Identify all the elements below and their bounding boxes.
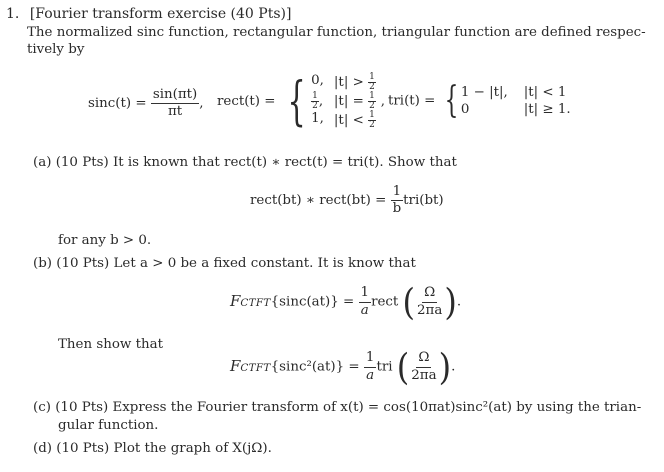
tri-brace: {: [444, 80, 458, 121]
part-a-equation: [250, 185, 444, 216]
tri-case-2-value: 0: [460, 102, 470, 117]
part-d-text: (d) (10 Pts) Plot the graph of X(jΩ).: [33, 441, 272, 456]
part-b-then: Then show that: [58, 337, 164, 352]
part-c-line-2: gular function.: [58, 418, 159, 433]
rect-case-1-cond: |t| > $\frac{1}{2}$: [333, 72, 375, 92]
part-b-text: (b) (10 Pts) Let a > 0 be a fixed constant. It is know that: [33, 256, 416, 271]
rect-cases: [311, 73, 385, 130]
intro-line-1: The normalized sinc function, rectangular function, triangular function are defined respec-: [27, 25, 646, 40]
sinc-fraction: [151, 88, 199, 119]
rect-case-3-value: 1,: [311, 111, 324, 126]
tri-definition: [388, 80, 571, 121]
fourier-operator-1: FCTFT: [230, 291, 271, 310]
sinc-definition: sinc(t) = $\frac{\sin(\pi t)}{\pi t}$ ,: [88, 87, 204, 120]
problem-header: [6, 6, 291, 22]
rect-brace: {: [287, 71, 306, 132]
rect-lhs: rect(t) =: [217, 94, 276, 109]
tri-case-2-cond: |t| ≥ 1.: [523, 102, 571, 117]
part-a-eq-lhs: rect(bt) ∗ rect(bt) =: [250, 193, 387, 209]
tri-cases: [461, 84, 571, 118]
rect-case-1-value: 0,: [311, 73, 324, 88]
part-b-eq2-fn: tri: [376, 359, 393, 375]
rect-case-3-cond: |t| < $\frac{1}{2}$: [333, 110, 375, 130]
part-b-equation-1: FCTFT{sinc(at)} = $\frac{1}{a}$ rect ( $\frac{\Omega}{2\pi a}$ ).: [230, 280, 462, 324]
part-a-eq-fraction: [391, 185, 404, 216]
problem-number: 1.: [6, 6, 20, 22]
part-b-eq2-lhs: {sinc²(at)} =: [270, 359, 360, 375]
sinc-numerator: sin(πt): [151, 88, 199, 104]
intro-line-2: tively by: [27, 42, 85, 57]
part-b-eq2-fraction: $\frac{1}{a}$: [365, 350, 375, 383]
sinc-denominator: πt: [167, 104, 183, 120]
part-b-eq1-fn: rect: [371, 294, 399, 310]
problem-title: [Fourier transform exercise (40 Pts)]: [29, 6, 292, 22]
part-b-eq2-omega: $\frac{\Omega}{2\pi a}$: [411, 350, 437, 383]
part-a-eq-num: 1: [391, 185, 404, 201]
rect-definition: [217, 73, 385, 130]
tri-case-1-value: 1 − |t|,: [460, 85, 508, 100]
part-a-eq-den: b: [392, 201, 402, 217]
part-b-eq1-omega: $\frac{\Omega}{2\pi a}$: [417, 285, 443, 318]
sinc-lhs: sinc(t) =: [88, 96, 147, 112]
tri-lhs: tri(t) =: [388, 93, 436, 109]
part-c-line-1: (c) (10 Pts) Express the Fourier transform of x(t) = cos(10πat)sinc²(at) by using the trian-: [33, 400, 642, 415]
part-a-eq-rhs: tri(bt): [403, 193, 444, 209]
rect-case-2-cond: |t| = $\frac{1}{2}$ ,: [333, 91, 386, 111]
part-b-eq1-lhs: {sinc(at)} =: [270, 294, 355, 310]
tri-case-1-cond: |t| < 1: [523, 85, 567, 100]
rect-case-2-value: $\frac{1}{2}$ ,: [312, 91, 324, 111]
part-b-equation-2: FCTFT{sinc²(at)} = $\frac{1}{a}$ tri ( $\frac{\Omega}{2\pi a}$ ).: [230, 345, 456, 389]
fourier-operator-2: FCTFT: [230, 356, 271, 375]
part-b-eq1-fraction: $\frac{1}{a}$: [360, 285, 370, 318]
part-a-text: (a) (10 Pts) It is known that rect(t) ∗ rect(t) = tri(t). Show that: [33, 155, 457, 170]
part-a-after: for any b > 0.: [58, 233, 152, 248]
